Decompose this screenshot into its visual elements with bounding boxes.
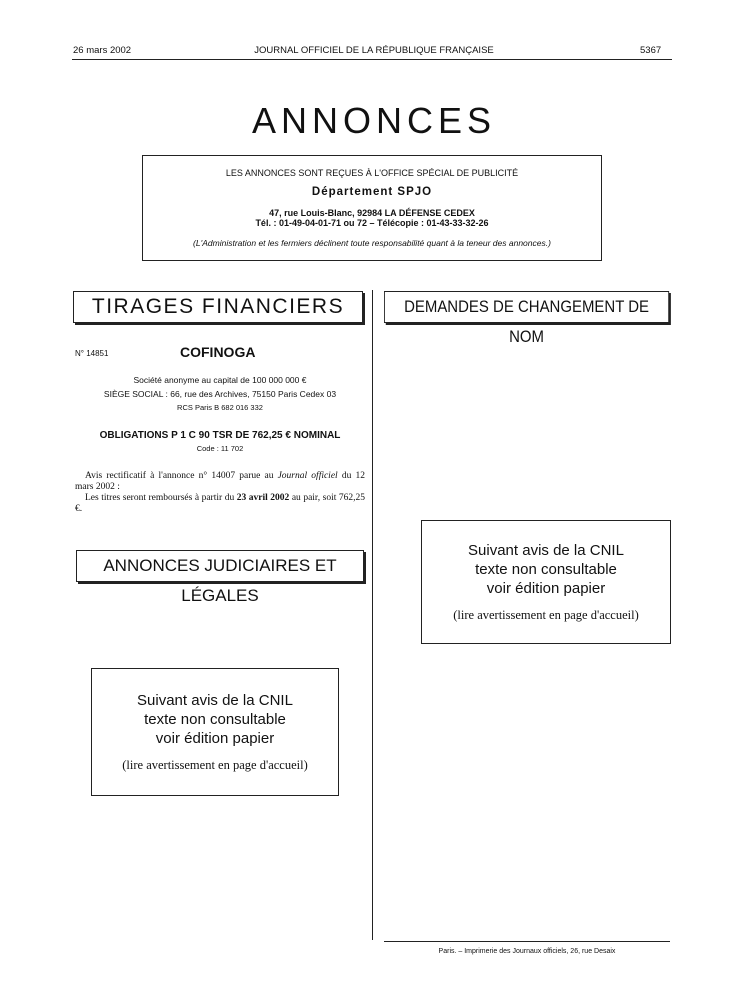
- section-tirages-financiers: TIRAGES FINANCIERS: [73, 291, 363, 323]
- column-divider: [372, 290, 373, 940]
- header-journal-title: JOURNAL OFFICIEL DE LA RÉPUBLIQUE FRANÇAISE: [254, 45, 494, 56]
- annonce-code: Code : 11 702: [196, 444, 244, 453]
- footer-rule: [384, 941, 670, 942]
- office-department: Département SPJO: [311, 186, 433, 198]
- header-rule: [72, 59, 672, 60]
- cnil-notice-left: [91, 668, 339, 796]
- annonce-paragraph-1: [75, 471, 365, 493]
- office-address: 47, rue Louis-Blanc, 92984 LA DÉFENSE CEDEX: [269, 208, 475, 218]
- para1-journal: Journal officiel: [277, 471, 338, 481]
- annonce-rcs: RCS Paris B 682 016 332: [177, 403, 263, 412]
- cnil-line-2: texte non consultable: [475, 561, 617, 578]
- header-page-number: 5367: [640, 45, 662, 56]
- section-annonces-judiciaires: ANNONCES JUDICIAIRES ET LÉGALES: [76, 550, 364, 582]
- annonce-capital: Société anonyme au capital de 100 000 000 €: [133, 375, 307, 385]
- office-disclaimer: (L'Administration et les fermiers déclinent toute responsabilité quant à la teneur des annonces.): [193, 238, 551, 248]
- header-date: 26 mars 2002: [73, 45, 132, 56]
- cnil-line-3: voir édition papier: [155, 730, 275, 747]
- office-info-box: [142, 155, 602, 261]
- printer-footer: Paris. – Imprimerie des Journaux officiels, 26, rue Desaix: [438, 948, 616, 955]
- para1-text-a: Avis rectificatif à l'annonce n° 14007 parue au: [85, 471, 278, 481]
- para1-text-b: du 12 mars 2002 :: [75, 471, 365, 492]
- cnil-line-2: texte non consultable: [144, 711, 286, 728]
- cnil-line-3: voir édition papier: [486, 580, 606, 597]
- office-phone: Tél. : 01-49-04-01-71 ou 72 – Télécopie : 01-43-33-32-26: [255, 218, 489, 228]
- office-intro: LES ANNONCES SONT REÇUES À L'OFFICE SPÉCIAL DE PUBLICITÉ: [225, 168, 519, 178]
- cnil-line-4: (lire avertissement en page d'accueil): [453, 608, 639, 622]
- cnil-line-4: (lire avertissement en page d'accueil): [122, 758, 308, 772]
- para2-date: 23 avril 2002: [236, 493, 290, 503]
- annonce-company: COFINOGA: [180, 344, 256, 360]
- cnil-notice-right: [421, 520, 671, 644]
- section-changement-de-nom: DEMANDES DE CHANGEMENT DE NOM: [384, 291, 669, 323]
- annonce-body: [75, 471, 365, 515]
- cnil-line-1: Suivant avis de la CNIL: [468, 542, 624, 559]
- cnil-line-1: Suivant avis de la CNIL: [137, 692, 293, 709]
- annonce-number: N° 14851: [75, 349, 109, 358]
- page-title: ANNONCES: [251, 100, 497, 141]
- para2-text-a: Les titres seront remboursés à partir du: [85, 493, 237, 503]
- annonce-siege: SIÈGE SOCIAL : 66, rue des Archives, 75150 Paris Cedex 03: [103, 389, 337, 399]
- para2-text-b: au pair, soit 762,25 €.: [75, 493, 365, 514]
- annonce-obligations: OBLIGATIONS P 1 C 90 TSR DE 762,25 € NOMINAL: [99, 430, 341, 441]
- annonce-paragraph-2: [75, 493, 365, 515]
